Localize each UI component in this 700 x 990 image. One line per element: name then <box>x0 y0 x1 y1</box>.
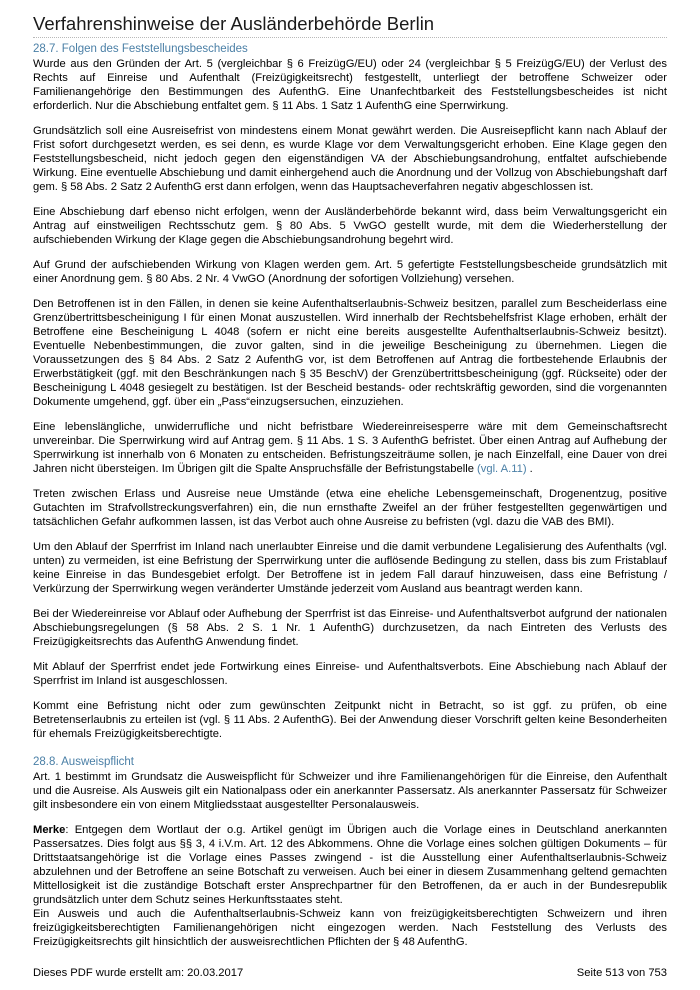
document-title: Verfahrenshinweise der Ausländerbehörde Berlin <box>33 13 435 34</box>
paragraph: Den Betroffenen ist in den Fällen, in denen sie keine Aufenthaltserlaubnis-Schweiz besitzen, parallel zum Bescheiderlass eine Grenzübertrittsbescheinigung I für einen Monat auszustellen. Wird innerhalb der Rechtsbehelfsfrist Klage erhoben, erhält der Betroffene eine Bescheinigung L 4048 (sofern er nicht eine bereits ausgestellte Aufenthaltserlaubnis-Schweiz besitzt). Eventuelle Nebenbestimmungen, die zuvor galten, sind in die jeweilige Bescheinigung zu übernehmen. Liegen die Voraussetzungen des § 84 Abs. 2 Satz 2 AufenthG vor, ist dem Betroffenen auf Antrag die fortbestehende Erlaubnis der Erwerbstätigkeit (ggf. mit den Beschränkungen nach § 35 BeschV) der Grenzübertrittsbescheinigung (ggf. Rückseite) oder der Bescheinigung L 4048 gesiegelt zu bestätigen. Ist der Bescheid bestands- oder rechtskräftig geworden, sind die vorgenannten Dokumente umgehend, ggf. über ein „Pass“einzugsersuchen, einzuziehen. <box>33 298 667 408</box>
footer-created-date: Dieses PDF wurde erstellt am: 20.03.2017 <box>33 967 244 979</box>
section-heading-28-7: 28.7. Folgen des Feststellungsbescheides <box>33 43 248 55</box>
paragraph: Eine Abschiebung darf ebenso nicht erfolgen, wenn der Ausländerbehörde bekannt wird, dass beim Verwaltungsgericht ein Antrag auf einstweiligen Rechtsschutz gem. § 80 Abs. 5 VwGO gestellt wurde, mit dem die Wiederherstellung der aufschiebenden Wirkung der Klage gegen die Abschiebungsandrohung begehrt wird. <box>33 206 667 246</box>
paragraph-tail: . <box>526 463 533 475</box>
merke-label: Merke <box>33 824 66 836</box>
paragraph: Grundsätzlich soll eine Ausreisefrist von mindestens einem Monat gewährt werden. Die Ausreisepflicht kann nach Ablauf der Frist sofort durchgesetzt werden, es sei denn, es wurde Klage vor dem Verwaltungsgericht erhoben. Eine Klage gegen den Feststellungsbescheid, nicht jedoch gegen den eigenständigen VA der Abschiebungsandrohung, entfaltet aufschiebende Wirkung. Eine eventuelle Abschiebung und damit einhergehend auch die Anordnung und der Vollzug von Abschiebungshaft darf gem. § 58 Abs. 2 Satz 2 AufenthG erst dann erfolgen, wenn das Hauptsacheverfahren negativ abgeschlossen ist. <box>33 125 667 193</box>
section-heading-28-8: 28.8. Ausweispflicht <box>33 756 135 768</box>
footer-page-number: Seite 513 von 753 <box>576 967 667 979</box>
paragraph-text: Eine lebenslängliche, unwiderrufliche und nicht befristbare Wiedereinreisesperre wäre mit dem Gemeinschaftsrecht unvereinbar. Die Sperrwirkung wird auf Antrag gem. § 11 Abs. 1 S. 3 AufenthG befristet. Über einen Antrag auf Aufhebung der Sperrwirkung ist innerhalb von 6 Monaten zu entscheiden. Befristungszeiträume sollen, je nach Einzelfall, eine Dauer von drei Jahren nicht übersteigen. Im Übrigen gilt die Spalte Anspruchsfälle der Befristungstabelle <box>33 421 667 475</box>
paragraph: Art. 1 bestimmt im Grundsatz die Ausweispflicht für Schweizer und ihre Familienangehörigen für die Einreise, den Aufenthalt und die Ausreise. Als Ausweis gilt ein Nationalpass oder ein anerkannter Passersatz. Als anerkannter Passersatz für Schweizer gilt insbesondere ein von einem Mitgliedsstaat ausgestellter Personalausweis. <box>33 771 667 811</box>
paragraph: Um den Ablauf der Sperrfrist im Inland nach unerlaubter Einreise und die damit verbundene Legalisierung des Aufenthalts (vgl. unten) zu vermeiden, ist eine Befristung der Sperrwirkung unter die auflösende Bedingung zu stellen, dass bis zum Fristablauf keine Einreise in das Bundesgebiet erfolgt. Der Betroffene ist in jedem Fall darauf hinzuweisen, dass eine Befristung / Verkürzung der Sperrwirkung wegen veränderter Umstände jederzeit vom Ausland aus beantragt werden kann. <box>33 541 667 595</box>
paragraph-merke <box>33 823 667 907</box>
paragraph: Kommt eine Befristung nicht oder zum gewünschten Zeitpunkt nicht in Betracht, so ist ggf. zu prüfen, ob eine Betretenserlaubnis zu erteilen ist (vgl. § 11 Abs. 2 AufenthG). Bei der Anwendung dieser Vorschrift gelten keine Besonderheiten für ehemals Freizügigkeitsberechtigte. <box>33 700 667 740</box>
paragraph: Wurde aus den Gründen der Art. 5 (vergleichbar § 6 FreizügG/EU) oder 24 (vergleichbar § 5 FreizügG/EU) der Verlust des Rechts auf Einreise und Aufenthalt (Freizügigkeitsrecht) festgestellt, unterliegt der betroffene Schweizer oder Familienangehörige den Bestimmungen des AufenthG. Eine Unanfechtbarkeit des Feststellungsbescheides ist nicht erforderlich. Nur die Abschiebung entfaltet gem. § 11 Abs. 1 Satz 1 AufenthG eine Sperrwirkung. <box>33 58 667 112</box>
paragraph: Ein Ausweis und auch die Aufenthaltserlaubnis-Schweiz kann von freizügigkeitsberechtigten Schweizern und ihren freizügigkeitsberechtigten Familienangehörigen nicht eingezogen werden. Nach Feststellung des Verlusts des Freizügigkeitsrechts gilt hinsichtlich der ausweisrechtlichen Pflichten der § 48 AufenthG. <box>33 908 667 948</box>
reference-link-a11[interactable]: (vgl. A.11) <box>477 463 527 475</box>
paragraph-sperrwirkung <box>33 420 667 476</box>
document-body <box>33 42 667 960</box>
merke-text: : Entgegen dem Wortlaut der o.g. Artikel genügt im Übrigen auch die Vorlage eines in Deutschland anerkannten Passersatzes. Dies folgt aus §§ 3, 4 i.V.m. Art. 12 des Abkommens. Ohne die Vorlage eines solchen gültigen Dokuments – für Drittstaatsangehörige ist die Vorlage eines Passes zwingend - ist die Ausstellung einer Aufenthaltserlaubnis-Schweiz abzulehnen und der Betroffene an seine Botschaft zu verweisen. Auch bei einer in diesem Zusammenhang geltend gemachten Mittellosigkeit ist die zuständige Botschaft erster Ansprechpartner für den Betroffenen, da er auch in der Bundesrepublik grundsätzlich unter dem Schutz seines Herkunftsstaates steht. <box>33 824 667 906</box>
paragraph: Mit Ablauf der Sperrfrist endet jede Fortwirkung eines Einreise- und Aufenthaltsverbots. Eine Abschiebung nach Ablauf der Sperrfrist im Inland ist ausgeschlossen. <box>33 661 667 687</box>
paragraph: Treten zwischen Erlass und Ausreise neue Umstände (etwa eine eheliche Lebensgemeinschaft, Drogenentzug, positive Gutachten im Strafvollstreckungsverfahren) ein, die nun ernsthafte Zweifel an der früher festgestellten gegenwärtigen und tatsächlichen Gefahr aufkommen lassen, ist das Verbot auch ohne Ausreise zu befristen (vgl. dazu die VAB des BMI). <box>33 488 667 528</box>
paragraph: Auf Grund der aufschiebenden Wirkung von Klagen werden gem. Art. 5 gefertigte Feststellungsbescheide grundsätzlich mit einer Anordnung gem. § 80 Abs. 2 Nr. 4 VwGO (Anordnung der sofortigen Vollziehung) versehen. <box>33 259 667 285</box>
title-divider <box>33 37 667 38</box>
paragraph: Bei der Wiedereinreise vor Ablauf oder Aufhebung der Sperrfrist ist das Einreise- und Aufenthaltsverbot aufgrund der nationalen Abschiebungsregelungen (§ 58 Abs. 2 S. 1 Nr. 1 AufenthG) durchzusetzen, da nach Eintreten des Verlusts des Freizügigkeitsrechts das AufenthG Anwendung findet. <box>33 608 667 648</box>
